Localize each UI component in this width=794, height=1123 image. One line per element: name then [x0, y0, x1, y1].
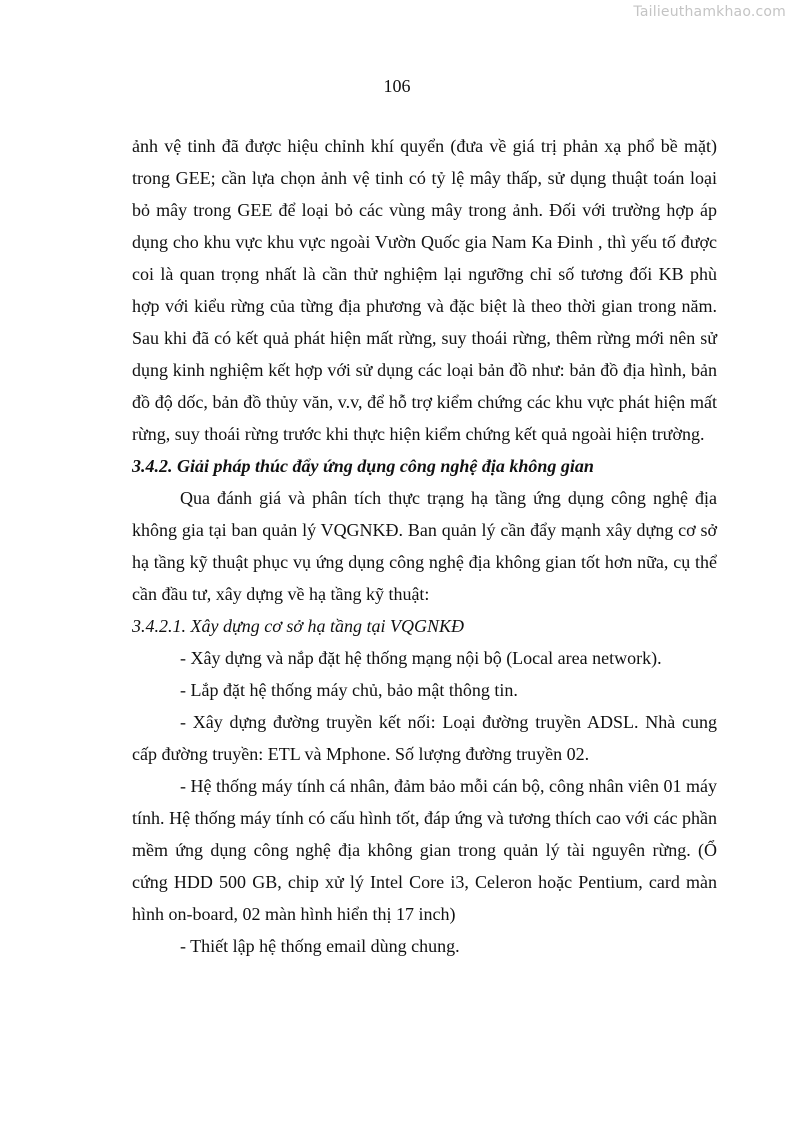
section-heading-3-4-2: 3.4.2. Giải pháp thúc đẩy ứng dụng công nghệ địa không gian: [132, 456, 594, 476]
bullet-item-connection: - Xây dựng đường truyền kết nối: Loại đường truyền ADSL. Nhà cung cấp đường truyền: ETL và Mphone. Số lượng đường truyền 02.: [132, 712, 717, 764]
bullet-item-lan: - Xây dựng và nắp đặt hệ thống mạng nội bộ (Local area network).: [180, 648, 662, 668]
subsection-heading-3-4-2-1: 3.4.2.1. Xây dựng cơ sở hạ tầng tại VQGNKĐ: [132, 616, 465, 636]
page-number: 106: [383, 76, 411, 96]
bullet-item-server: - Lắp đặt hệ thống máy chủ, bảo mật thông tin.: [180, 680, 518, 700]
bullet-item-computers: - Hệ thống máy tính cá nhân, đảm bảo mỗi cán bộ, công nhân viên 01 máy tính. Hệ thống máy tính có cấu hình tốt, đáp ứng và tương thích cao với các phần mềm ứng dụng công nghệ địa không gian trong quản lý tài nguyên rừng. (Ổ cứng HDD 500 GB, chip xử lý Intel Core i3, Celeron hoặc Pentium, card màn hình on-board, 02 màn hình hiển thị 17 inch): [132, 776, 717, 924]
bullet-item-email: - Thiết lập hệ thống email dùng chung.: [180, 936, 460, 956]
watermark-text: Tailieuthamkhao.com: [633, 4, 786, 20]
paragraph-intro-infrastructure: Qua đánh giá và phân tích thực trạng hạ tầng ứng dụng công nghệ địa không gia tại ban quản lý VQGNKĐ. Ban quản lý cần đẩy mạnh xây dựng cơ sở hạ tầng kỹ thuật phục vụ ứng dụng công nghệ địa không gian tốt hơn nữa, cụ thể cần đầu tư, xây dựng về hạ tầng kỹ thuật:: [132, 488, 717, 604]
document-body: [132, 130, 717, 962]
paragraph-continued: ảnh vệ tinh đã được hiệu chỉnh khí quyển (đưa về giá trị phản xạ phổ bề mặt) trong GEE; cần lựa chọn ảnh vệ tinh có tỷ lệ mây thấp, sử dụng thuật toán loại bỏ mây trong GEE để loại bỏ các vùng mây trong ảnh. Đối với trường hợp áp dụng cho khu vực khu vực ngoài Vườn Quốc gia Nam Ka Đinh , thì yếu tố được coi là quan trọng nhất là cần thử nghiệm lại ngưỡng chỉ số tương đối KB phù hợp với kiểu rừng của từng địa phương và đặc biệt là theo thời gian trong năm. Sau khi đã có kết quả phát hiện mất rừng, suy thoái rừng, thêm rừng mới nên sử dụng kinh nghiệm kết hợp với sử dụng các loại bản đồ như: bản đồ địa hình, bản đồ độ dốc, bản đồ thủy văn, v.v, để hỗ trợ kiểm chứng các khu vực phát hiện mất rừng, suy thoái rừng trước khi thực hiện kiểm chứng kết quả ngoài hiện trường.: [132, 136, 717, 444]
